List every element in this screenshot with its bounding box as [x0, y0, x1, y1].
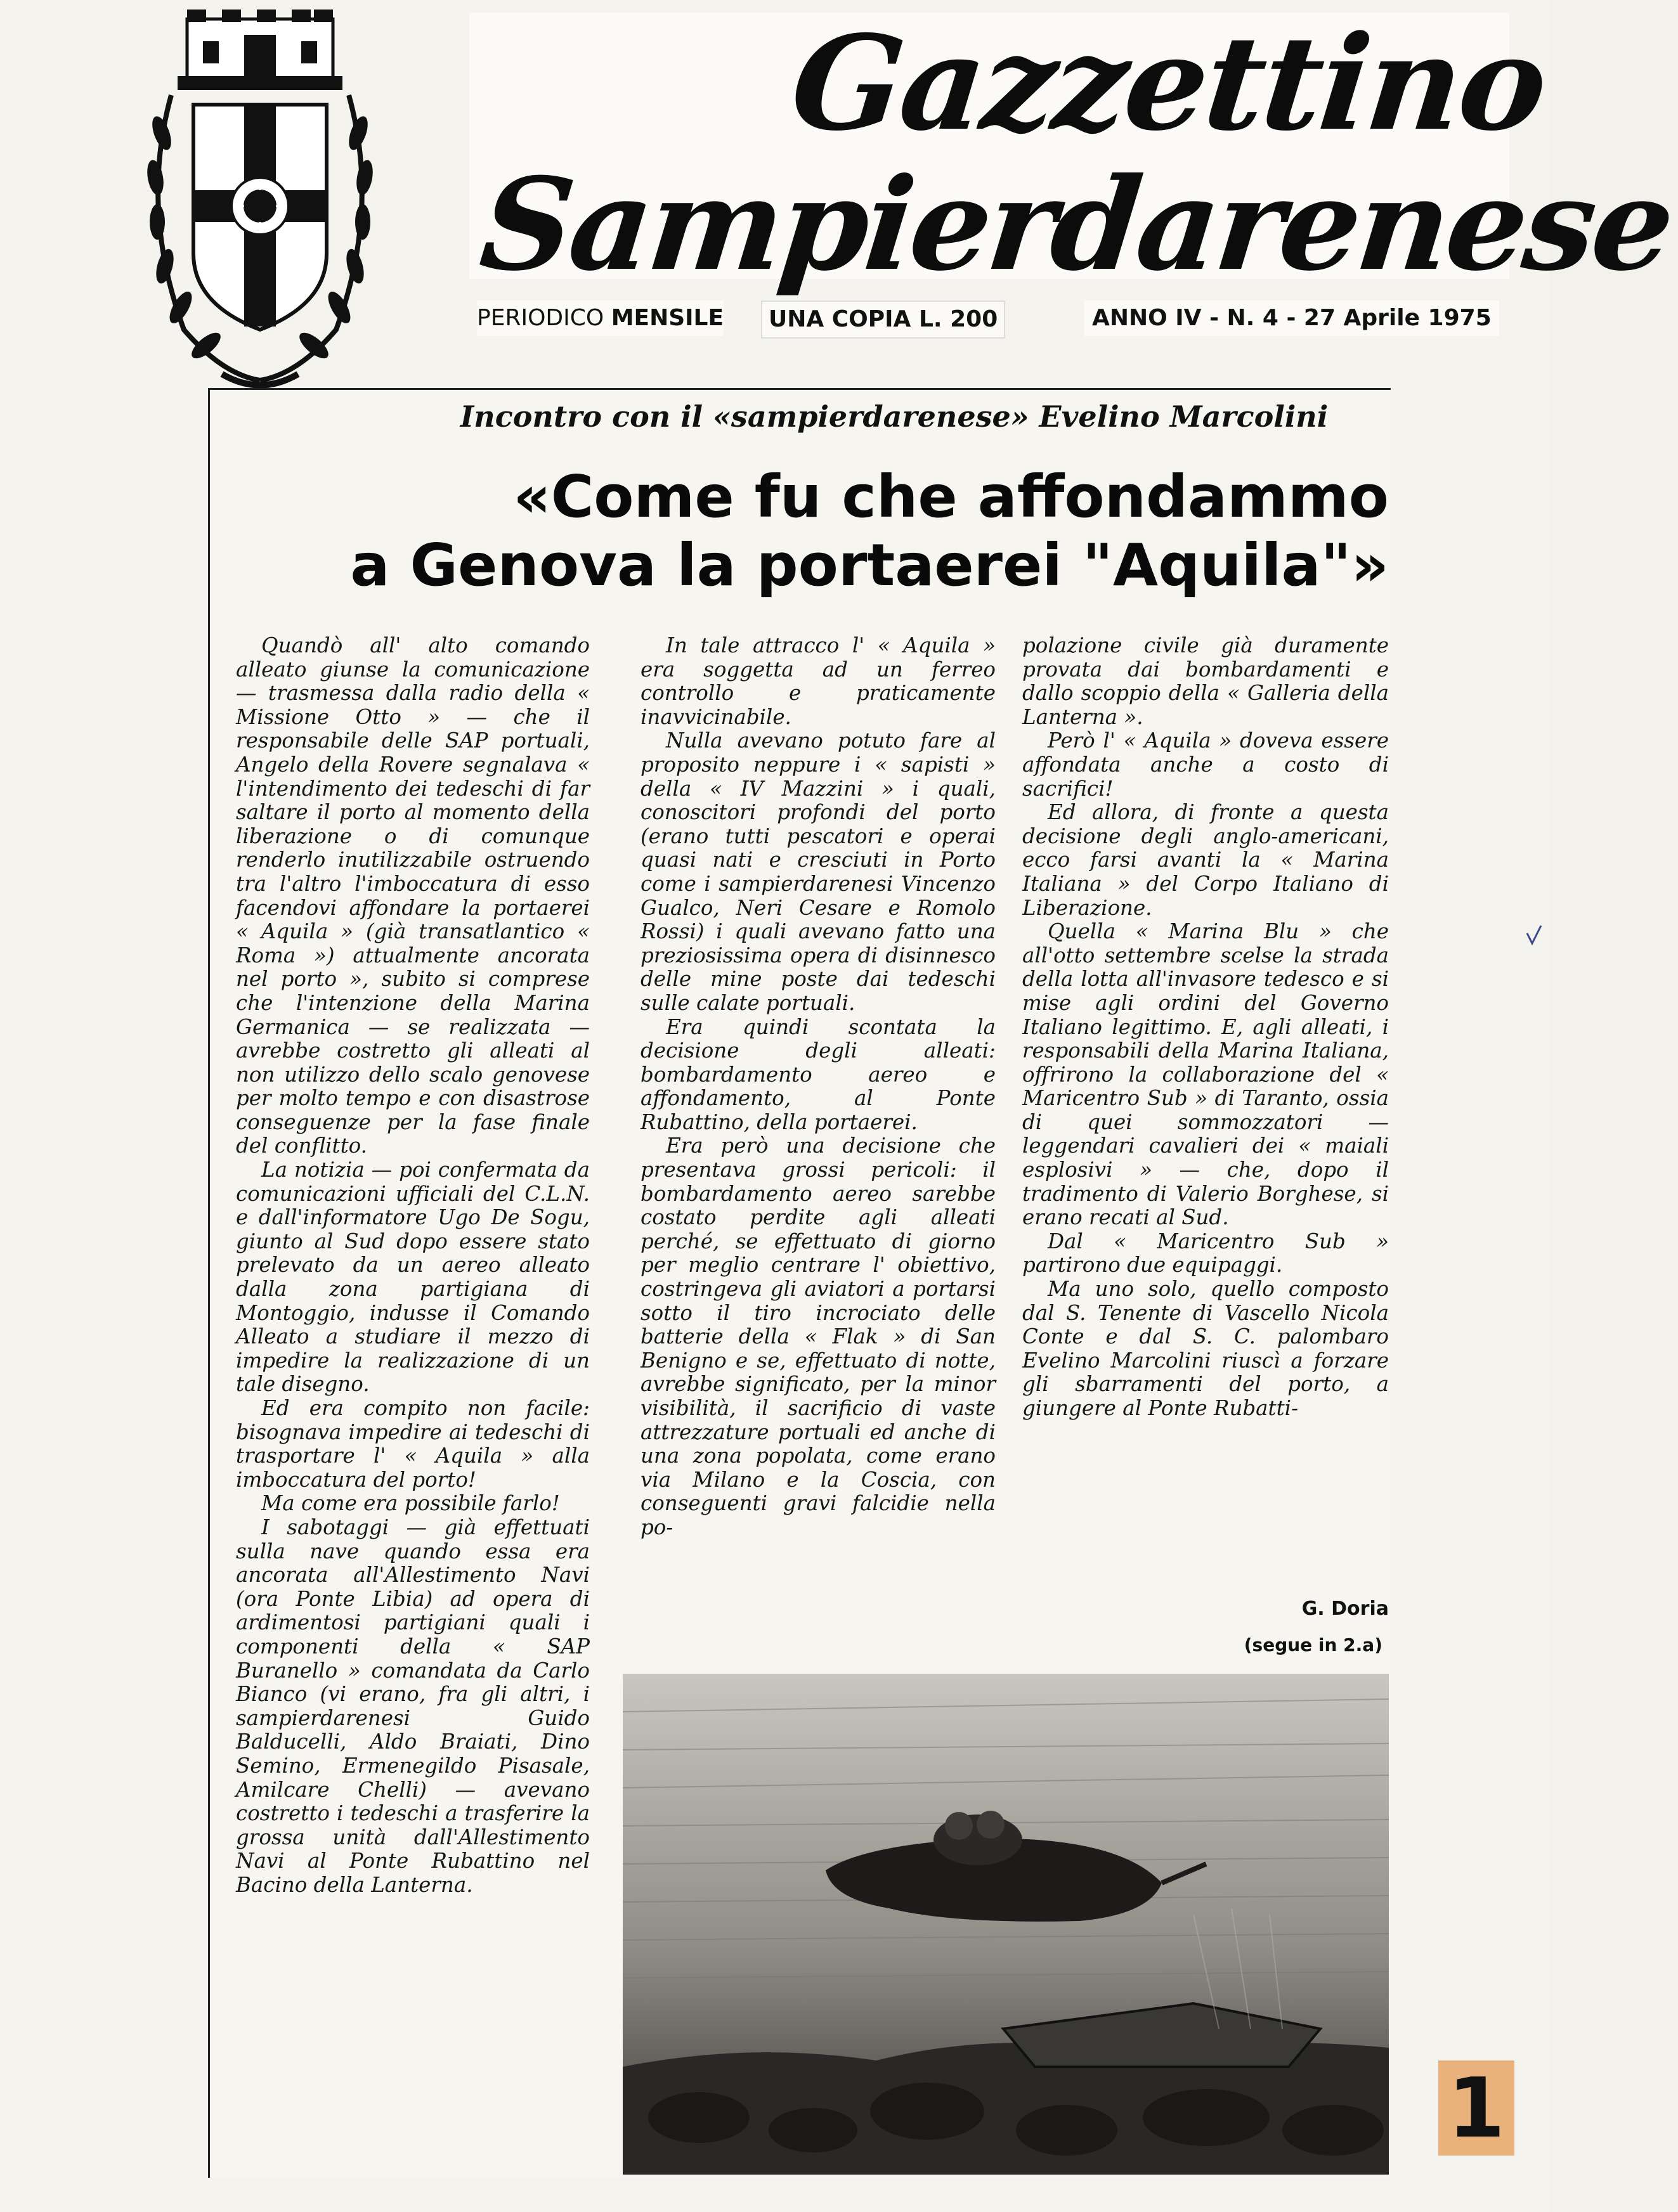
article-column-1: [236, 634, 590, 1897]
column-3-paragraph: Dal « Maricentro Sub » partirono due equipaggi.: [1022, 1229, 1389, 1277]
article-continued-note: (segue in 2.a): [1244, 1634, 1382, 1655]
coat-of-arms-icon: [127, 0, 393, 412]
column-3-paragraph: Però l' « Aquila » doveva essere affondata anche a costo di sacrifici!: [1022, 728, 1389, 801]
article-headline: [222, 463, 1389, 600]
article-kicker: Incontro con il «sampierdarenese» Evelino Marcolini: [460, 399, 1329, 434]
article-byline: G. Doria: [1301, 1598, 1389, 1620]
page-number-badge: 1: [1438, 2060, 1514, 2156]
article-column-2: [641, 634, 996, 1540]
masthead-periodico-a: PERIODICO: [477, 305, 611, 331]
masthead-periodico-b: MENSILE: [611, 305, 724, 331]
column-3-paragraph: Ed allora, di fronte a questa decisione degli anglo-americani, ecco farsi avanti la « Marina Italiana » del Corpo Italiano di Liberazione.: [1022, 800, 1389, 920]
column-2-paragraph: Era quindi scontata la decisione degli alleati: bombardamento aereo e affondamento, al Ponte Rubattino, della portaerei.: [641, 1014, 996, 1134]
masthead-price: UNA COPIA L. 200: [761, 301, 1005, 339]
masthead-periodico: [477, 301, 724, 336]
handwritten-note: [0, 723, 13, 1674]
column-3-paragraph: Quella « Marina Blu » che all'otto settembre scelse la strada della lotta all'invasore tedesco e si mise agli ordini del Governo Italiano legittimo. E, agli alleati, i responsabili della Marina Italiana, offrirono la collaborazione del « Maricentro Sub » di Taranto, ossia di quei sommozzatori — leggendari cavalieri dei « maiali esplosivi » — che, dopo il tradimento di Valerio Borghese, si erano recati al Sud.: [1022, 919, 1389, 1230]
headline-line1: «Come fu che affondammo: [513, 463, 1389, 531]
column-2-paragraph: Era però una decisione che presentava grossi pericoli: il bombardamento aereo sarebbe costato perdite agli alleati perché, se effettuato di giorno per meglio centrare l' obiettivo, costringeva gli aviatori a portarsi sotto il tiro incrociato delle batterie della « Flak » di San Benigno e se, effettuato di notte, avrebbe significato, per la minor visibilità, il sacrificio di vaste attrezzature portuali ed anche di una zona popolata, come erano via Milano e la Coscia, con conseguenti gravi falcidie nella po-: [641, 1134, 996, 1539]
column-3-paragraph: Ma uno solo, quello composto dal S. Tenente di Vascello Nicola Conte e dal S. C. palombaro Evelino Marcolini riuscì a forzare gli sbarramenti del porto, a giungere al Ponte Rubatti-: [1022, 1277, 1389, 1420]
column-2-paragraph: In tale attracco l' « Aquila » era soggetta ad un ferreo controllo e praticamente inavvicinabile.: [641, 633, 996, 729]
column-1-paragraph: Ma come era possibile farlo!: [261, 1491, 560, 1516]
column-1-paragraph: I sabotaggi — già effettuati sulla nave quando essa era ancorata all'Allestimento Navi (ora Ponte Libia) ad opera di ardimentosi partigiani quali i componenti della « SAP Buranello » comandata da Carlo Bianco (vi erano, fra gli altri, i sampierdarenesi Guido Balducelli, Aldo Braiati, Dino Semino, Ermenegildo Pisasale, Amilcare Chelli) — avevano costretto i tedeschi a trasferire la grossa unità dall'Allestimento Navi al Ponte Rubattino nel Bacino della Lanterna.: [236, 1515, 590, 1897]
check-mark-icon: [1525, 922, 1544, 947]
column-1-paragraph: La notizia — poi confermata da comunicazioni ufficiali del C.L.N. e dall'informatore Ugo De Sogu, giunto al Sud dopo essere stato prelevato da un aereo alleato dalla zona partigiana di Montoggio, indusse il Comando Alleato a studiare il mezzo di impedire la realizzazione di un tale disegno.: [236, 1158, 590, 1397]
column-3-paragraph: polazione civile già duramente provata dai bombardamenti e dallo scoppio della « Galleria della Lanterna ».: [1022, 633, 1389, 729]
column-2-paragraph: Nulla avevano potuto fare al proposito neppure i « sapisti » della « IV Mazzini » i quali, conoscitori profondi del porto (erano tutti pescatori e operai quasi nati e cresciuti in Porto come i sampierdarenesi Vincenzo Gualco, Neri Cesare e Romolo Rossi) i quali avevano fatto una preziosissima opera di disinnesco delle mine poste dai tedeschi sulle calate portuali.: [641, 728, 996, 1015]
masthead-title-line1: Gazzettino: [784, 8, 1552, 160]
headline-line2: a Genova la portaerei "Aquila"»: [350, 531, 1389, 599]
column-1-paragraph: Ed era compito non facile: bisognava impedire ai tedeschi di trasportare l' « Aquila » alla imboccatura del porto!: [236, 1396, 590, 1492]
column-1-paragraph: Quandò all' alto comando alleato giunse la comunicazione — trasmessa dalla radio della « Missione Otto » — che il responsabile delle SAP portuali, Angelo della Rovere segnalava « l'intendimento dei tedeschi di far saltare il porto al momento della liberazione o di comunque renderlo inutilizzabile ostruendo tra l'altro l'imboccatura di esso facendovi affondare la portaerei « Aquila » (già transatlantico « Roma ») attualmente ancorata nel porto », subito si comprese che l'intenzione della Marina Germanica — se realizzata — avrebbe costretto gli alleati al non utilizzo dello scalo genovese per molto tempo e con disastrose conseguenze per la fase finale del conflitto.: [236, 633, 590, 1158]
masthead-title-line2: Sampierdarenese: [474, 150, 1678, 299]
masthead-issue-date: ANNO IV - N. 4 - 27 Aprile 1975: [1084, 301, 1499, 336]
submarine-illustration: [623, 1674, 1389, 2175]
article-column-3: [1022, 634, 1389, 1421]
